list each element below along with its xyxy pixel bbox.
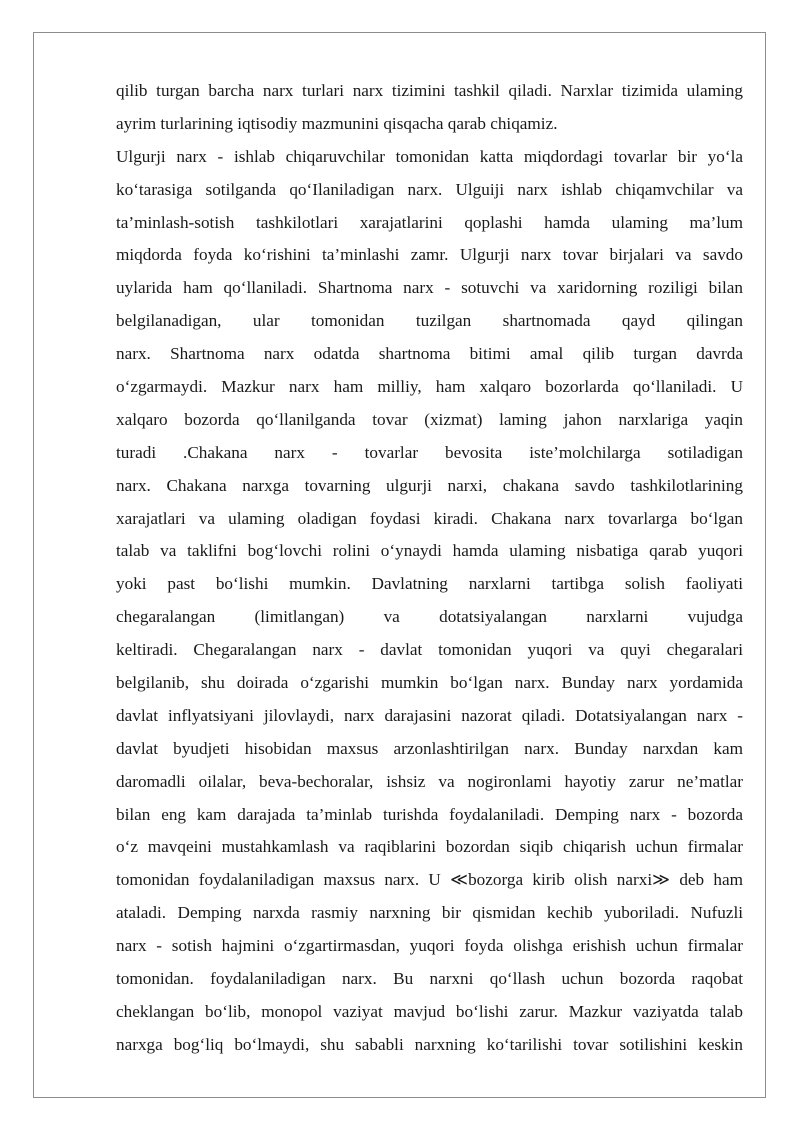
text-line: daromadli oilalar, beva-bechoralar, ishsiz va nogironlami hayotiy zarur ne’matlar bbox=[116, 771, 743, 791]
text-line: o‘zgarmaydi. Mazkur narx ham milliy, ham xalqaro bozorlarda qo‘llaniladi. U bbox=[116, 377, 743, 397]
text-line: talab va taklifni bog‘lovchi rolini o‘ynaydi hamda ulaming nisbatiga qarab yuqori bbox=[116, 541, 743, 561]
text-line: xalqaro bozorda qo‘llanilganda tovar (xizmat) laming jahon narxlariga yaqin bbox=[116, 409, 743, 429]
text-line: qilib turgan barcha narx turlari narx tizimini tashkil qiladi. Narxlar tizimida ulaming bbox=[116, 81, 743, 100]
text-line: tomonidan. foydalaniladigan narx. Bu narxni qo‘llash uchun bozorda raqobat bbox=[116, 969, 743, 989]
text-line: bilan eng kam darajada ta’minlab turishda foydalaniladi. Demping narx - bozorda bbox=[116, 804, 743, 824]
text-line: o‘z mavqeini mustahkamlash va raqiblarini bozordan siqib chiqarish uchun firmalar bbox=[116, 837, 743, 857]
page-frame bbox=[33, 32, 766, 1098]
text-line: davlat inflyatsiyani jilovlaydi, narx darajasini nazorat qiladi. Dotatsiyalangan narx - bbox=[116, 705, 743, 725]
text-line: Ulgurji narx - ishlab chiqaruvchilar tomonidan katta miqdordagi tovarlar bir yo‘la bbox=[116, 146, 743, 166]
text-line: chegaralangan (limitlangan) va dotatsiyalangan narxlarni vujudga bbox=[116, 607, 743, 627]
text-line: keltiradi. Chegaralangan narx - davlat tomonidan yuqori va quyi chegaralari bbox=[116, 640, 743, 660]
text-line: miqdorda foyda ko‘rishini ta’minlashi zamr. Ulgurji narx tovar birjalari va savdo bbox=[116, 245, 743, 265]
text-line: tomonidan foydalaniladigan maxsus narx. U ≪bozorga kirib olish narxi≫ deb ham bbox=[116, 870, 743, 890]
text-line: narx - sotish hajmini o‘zgartirmasdan, yuqori foyda olishga erishish uchun firmalar bbox=[116, 936, 743, 956]
document-body bbox=[116, 75, 743, 1062]
text-line: narx. Shartnoma narx odatda shartnoma bitimi amal qilib turgan davrda bbox=[116, 344, 743, 364]
text-line: ko‘tarasiga sotilganda qo‘Ilaniladigan narx. Ulguiji narx ishlab chiqamvchilar va bbox=[116, 179, 743, 199]
text-line: ayrim turlarining iqtisodiy mazmunini qisqacha qarab chiqamiz. bbox=[116, 113, 558, 133]
text-line: belgilanadigan, ular tomonidan tuzilgan shartnomada qayd qilingan bbox=[116, 311, 743, 331]
text-line: xarajatlari va ulaming oladigan foydasi kiradi. Chakana narx tovarlarga bo‘lgan bbox=[116, 508, 743, 528]
text-line: yoki past bo‘lishi mumkin. Davlatning narxlarni tartibga solish faoliyati bbox=[116, 574, 743, 594]
text-line: belgilanib, shu doirada o‘zgarishi mumkin bo‘lgan narx. Bunday narx yordamida bbox=[116, 673, 743, 693]
text-line: cheklangan bo‘lib, monopol vaziyat mavjud bo‘lishi zarur. Mazkur vaziyatda talab bbox=[116, 1001, 743, 1021]
text-line: narxga bog‘liq bo‘lmaydi, shu sababli narxning ko‘tarilishi tovar sotilishini keskin bbox=[116, 1034, 743, 1054]
text-line: narx. Chakana narxga tovarning ulgurji narxi, chakana savdo tashkilotlarining bbox=[116, 475, 743, 495]
text-line: uylarida ham qo‘llaniladi. Shartnoma narx - sotuvchi va xaridorning roziligi bilan bbox=[116, 278, 743, 298]
text-line: davlat byudjeti hisobidan maxsus arzonlashtirilgan narx. Bunday narxdan kam bbox=[116, 738, 743, 758]
text-line: ataladi. Demping narxda rasmiy narxning bir qismidan kechib yuboriladi. Nufuzli bbox=[116, 903, 743, 923]
text-line: turadi .Chakana narx - tovarlar bevosita iste’molchilarga sotiladigan bbox=[116, 442, 743, 462]
text-line: ta’minlash-sotish tashkilotlari xarajatlarini qoplashi hamda ulaming ma’lum bbox=[116, 212, 743, 232]
